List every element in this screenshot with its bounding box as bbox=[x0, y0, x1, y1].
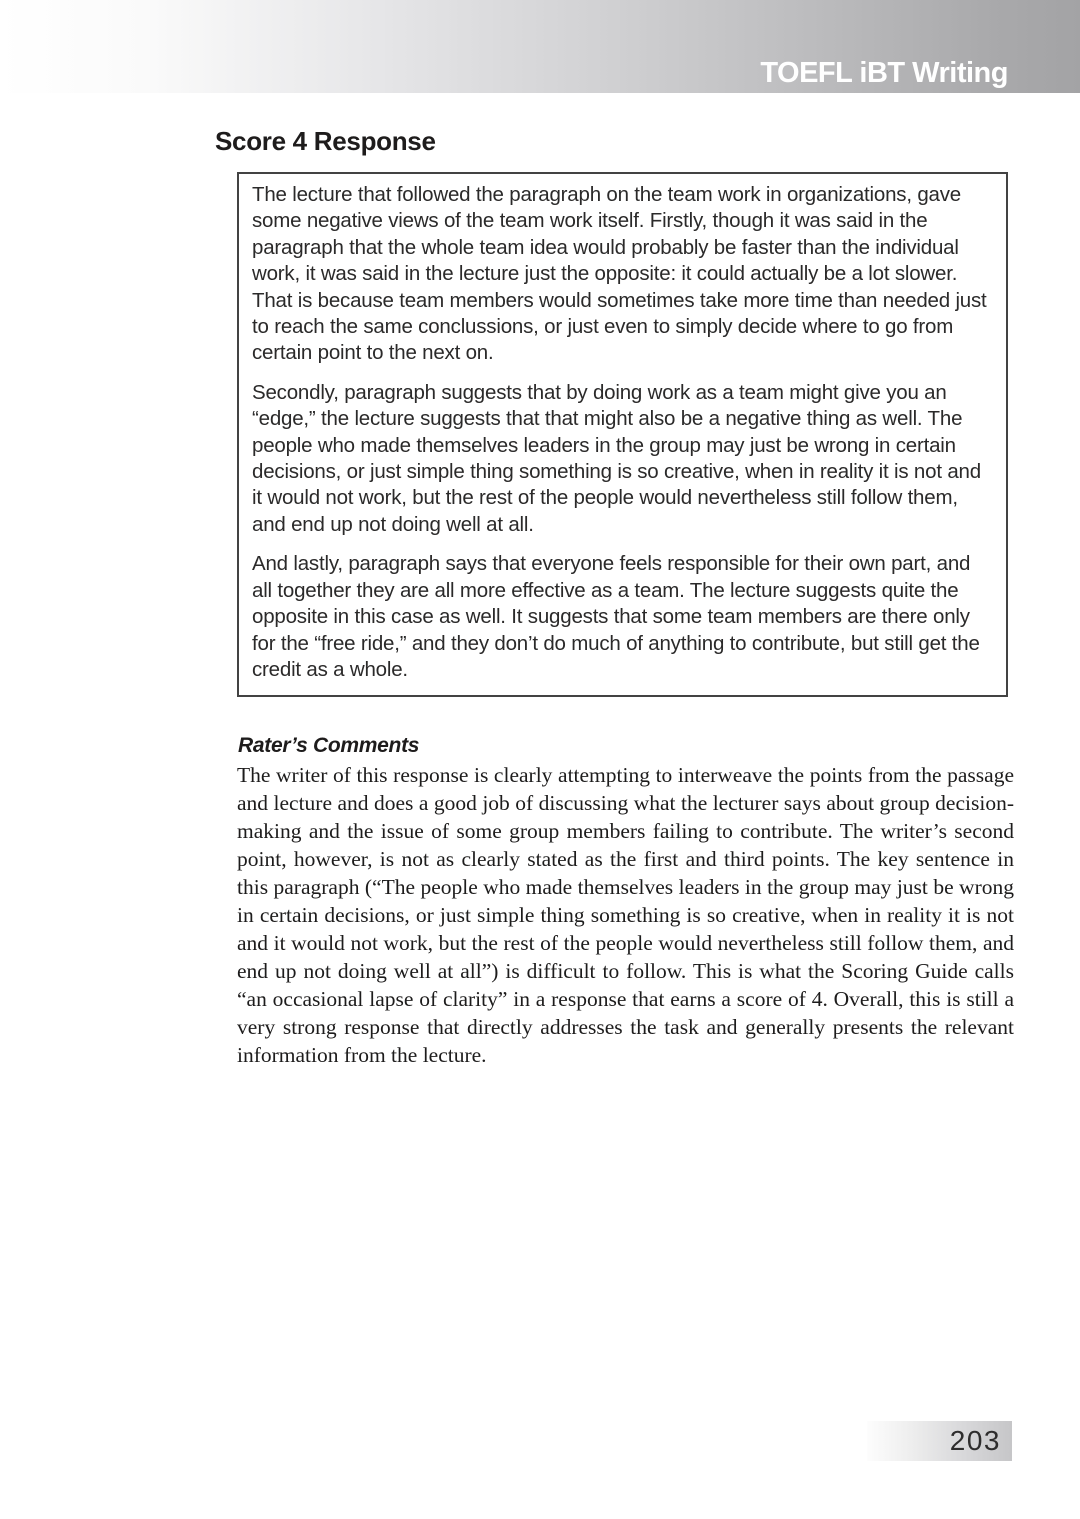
response-paragraph-3: And lastly, paragraph says that everyone feels responsible for their own part, and all together they are all more effective as a team. The lecture suggests quite the opposite in this case as well. It suggests that some team members are there only for the “free ride,” and they don’t do much of anything to contribute, but still get the credit as a whole. bbox=[252, 552, 980, 681]
footer-page-number-bar bbox=[867, 1421, 1012, 1461]
response-paragraph-2: Secondly, paragraph suggests that by doing work as a team might give you an “edge,” the lecture suggests that that might also be a negative thing as well. The people who made themselves leaders in the group may just be wrong in certain decisions, or just simple thing something is so creative, when in reality it is not and it would not work, but the rest of the people would nevertheless still follow them, and end up not doing well at all. bbox=[252, 380, 981, 536]
section-heading: Score 4 Response bbox=[215, 126, 436, 156]
rater-comments-text: The writer of this response is clearly attempting to interweave the points from the passage and lecture and does a good job of discussing what the lecturer says about group decision-making and the issue of some group members failing to contribute. The writer’s second point, however, is not as clearly stated as the first and third points. The key sentence in this paragraph (“The people who made themselves leaders in the group may just be wrong in certain decisions, or just simple thing something is so creative, when in reality it is not and it would not work, but the rest of the people would nevertheless still follow them, and end up not doing well at all”) is difficult to follow. This is what the Scoring Guide calls “an occasional lapse of clarity” in a response that earns a score of 4. Overall, this is still a very strong response that directly addresses the task and generally presents the relevant information from the lecture. bbox=[237, 763, 1014, 1067]
chapter-title: TOEFL iBT Writing bbox=[760, 57, 1008, 89]
response-paragraph-1: The lecture that followed the paragraph on the team work in organizations, gave some negative views of the team work itself. Firstly, though it was said in the paragraph that the whole team idea would probably be faster than the individual work, it was said in the lecture just the opposite: it could actually be a lot slower. That is because team members would sometimes take more time than needed just to reach the same conclussions, or just even to simply decide where to go from certain point to the next on. bbox=[252, 183, 987, 365]
page-header-bar bbox=[0, 0, 1080, 93]
response-box bbox=[237, 172, 1008, 697]
page-number: 203 bbox=[949, 1425, 1001, 1456]
rater-comments-heading: Rater’s Comments bbox=[238, 734, 420, 757]
